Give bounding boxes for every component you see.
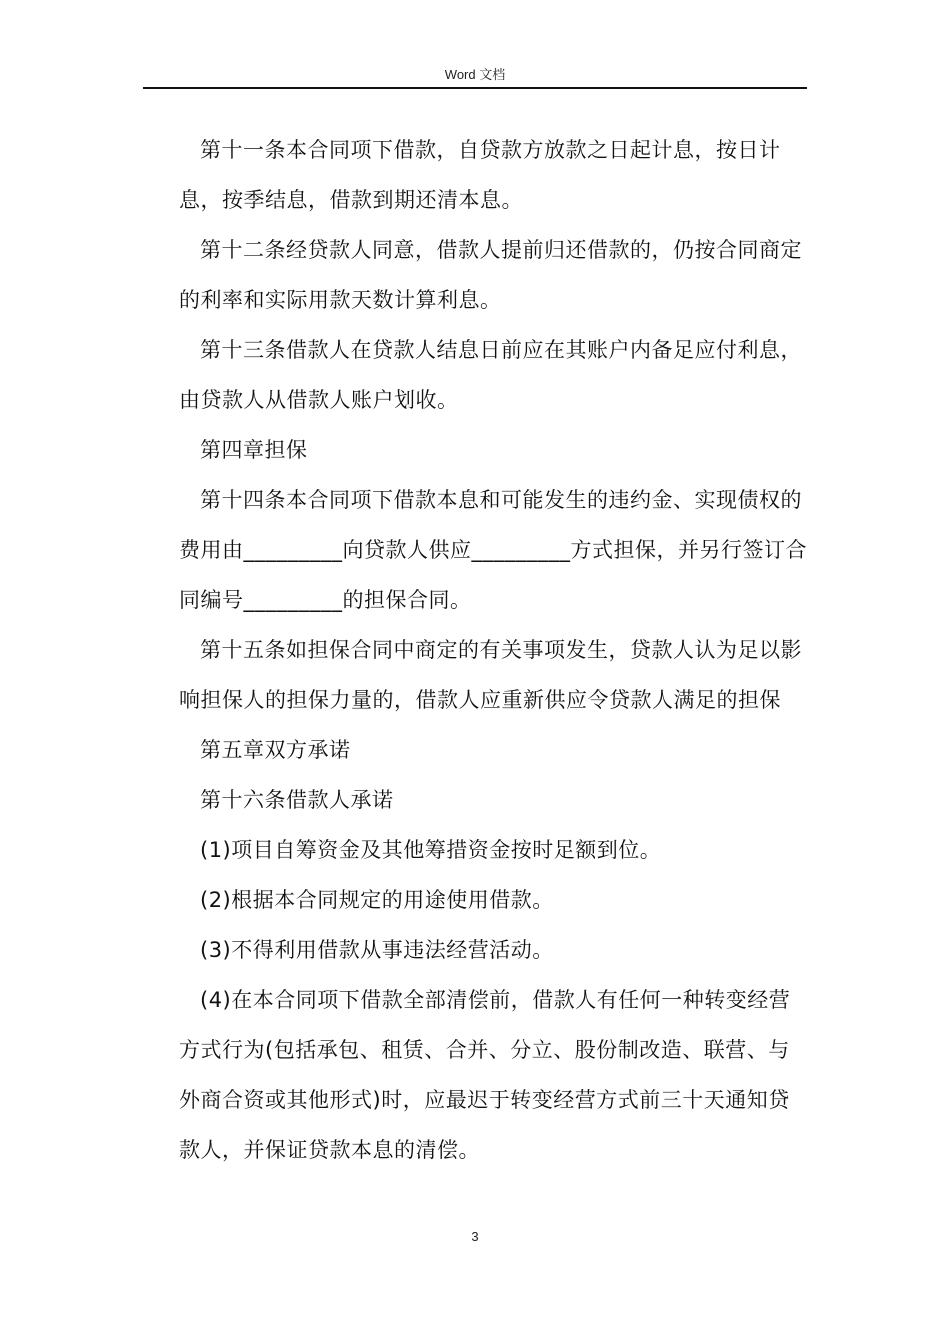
list-item-3: (3)不得利用借款从事违法经营活动。 — [200, 938, 554, 962]
paragraph-article-16: 第十六条借款人承诺 — [200, 788, 394, 812]
page-number: 3 — [471, 1229, 479, 1244]
paragraph-article-11: 第十一条本合同项下借款，自贷款方放款之日起计息，按日计息，按季结息，借款到期还清本息。 — [179, 138, 781, 212]
list-item-1: (1)项目自筹资金及其他筹措资金按时足额到位。 — [200, 838, 662, 862]
paragraph-article-13: 第十三条借款人在贷款人结息日前应在其账户内备足应付利息，由贷款人从借款人账户划收。 — [179, 338, 802, 412]
chapter-heading-4: 第四章担保 — [200, 438, 308, 462]
paragraph-article-12: 第十二条经贷款人同意，借款人提前归还借款的，仍按合同商定的利率和实际用款天数计算利息。 — [179, 238, 802, 312]
list-item-2: (2)根据本合同规定的用途使用借款。 — [200, 888, 554, 912]
document-body — [179, 125, 811, 1175]
chapter-heading-5: 第五章双方承诺 — [200, 738, 351, 762]
page-header: Word 文档 — [444, 67, 506, 82]
paragraph-article-14: 第十四条本合同项下借款本息和可能发生的违约金、实现债权的费用由_________向贷款人供应_________方式担保，并另行签订合同编号_________的担保合同。 — [179, 488, 807, 612]
header-divider — [143, 87, 807, 89]
list-item-4: (4)在本合同项下借款全部清偿前，借款人有任何一种转变经营方式行为(包括承包、租赁、合并、分立、股份制改造、联营、与外商合资或其他形式)时，应最迟于转变经营方式前三十天通知贷款人，并保证贷款本息的清偿。 — [179, 988, 791, 1162]
paragraph-article-15: 第十五条如担保合同中商定的有关事项发生，贷款人认为足以影响担保人的担保力量的，借款人应重新供应令贷款人满足的担保 — [179, 638, 802, 712]
